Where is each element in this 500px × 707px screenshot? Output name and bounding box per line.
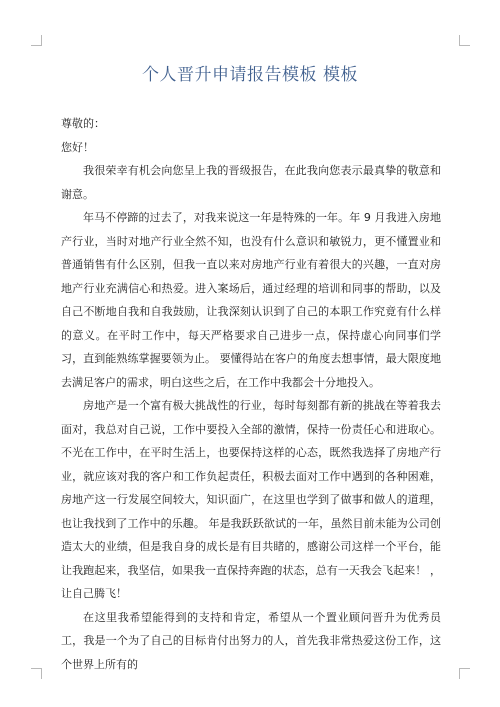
body-paragraph: 我很荣幸有机会向您呈上我的晋级报告，在此我向您表示最真挚的敬意和谢意。 xyxy=(61,164,441,201)
crop-mark-bottom-right xyxy=(459,668,470,679)
crop-mark-top-right xyxy=(459,35,470,46)
body-paragraph: 房地产是一个富有极大挑战性的行业，每时每刻都有新的挑战在等着我去面对，我总对自己说，工作中要投入全部的激情，保持一份责任心和进取心。不光在工作中，在平时生活上，也要保持这样的心态，既然我选择了房地产行业，就应该对我的客户和工作负起责任，积极去面对工作中遇到的各种困难，房地产这一行发展空间较大，知识面广，在这里也学到了做事和做人的道理，也让我找到了工作中的乐趣。 年是我跃跃欲试的一年，虽然目前未能为公司创造太大的业绩，但是我自身的成长是有目共睹的，感谢公司这样一个平台，能让我跑起来，我坚信，如果我一直保持奔跑的状态，总有一天我会飞起来！ ， 让自己腾飞！ xyxy=(61,399,441,600)
greeting: 您好！ xyxy=(61,140,94,154)
document-body xyxy=(61,112,441,676)
body-paragraph: 年马不停蹄的过去了，对我来说这一年是特殊的一年。年 9 月我进入房地产行业，当时对地产行业全然不知，也没有什么意识和敏锐力，更不懂置业和普通销售有什么区别，但我一直以来对房地产行业有着很大的兴趣，一直对房地产行业充满信心和热爱。进入案场后，通过经理的培训和同事的帮助，以及自己不断地自我和自我鼓励，让我深刻认识到了自己的本职工作究竟有什么样的意义。在平时工作中，每天严格要求自己进步一点，保持虚心向同事们学习，直到能熟练掌握要领为止。 要懂得站在客户的角度去想事情，最大限度地去满足客户的需求，明白这些之后，在工作中我都会十分地投入。 xyxy=(61,211,441,389)
body-paragraph: 在这里我希望能得到的支持和肯定，希望从一个置业顾问晋升为优秀员工，我是一个为了自己的目标肯付出努力的人，首先我非常热爱这份工作，这个世界上所有的 xyxy=(61,610,441,671)
salutation: 尊敬的： xyxy=(61,117,105,130)
crop-mark-bottom-left xyxy=(31,668,42,679)
document-title: 个人晋升申请报告模板 模板 xyxy=(142,65,358,85)
crop-mark-top-left xyxy=(31,35,42,46)
